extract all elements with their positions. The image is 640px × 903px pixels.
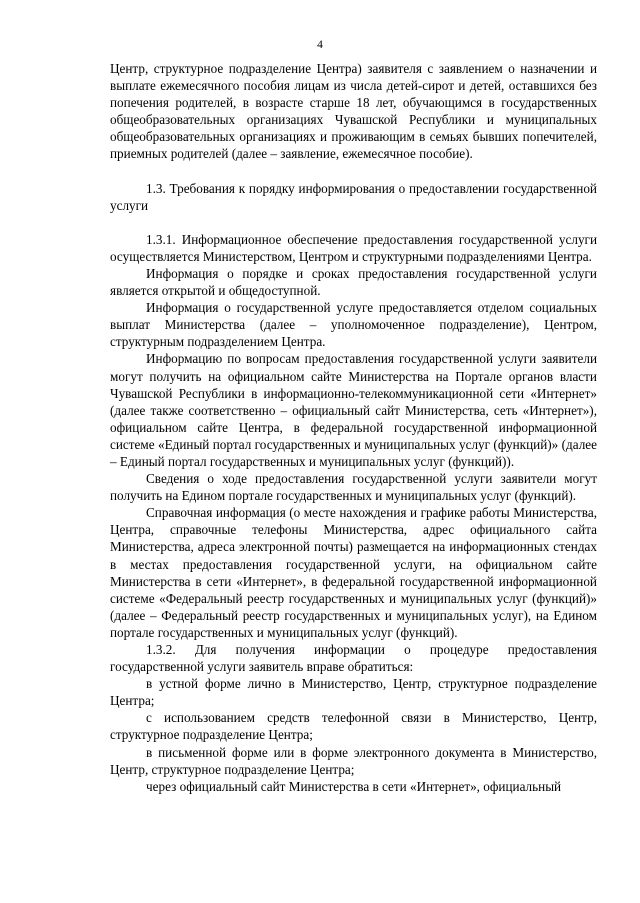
paragraph-open-info: Информация о порядке и сроках предоставления государственной услуги является открытой и общедоступной.: [110, 265, 597, 299]
paragraph-1-3-2: 1.3.2. Для получения информации о процедуре предоставления государственной услуги заявитель вправе обратиться:: [110, 642, 597, 675]
paragraph-info-provider: Информация о государственной услуге предоставляется отделом социальных выплат Министерства (далее – уполномоченное подразделение), Центром, структурным подразделением Центра.: [110, 300, 597, 350]
paragraph-spacer: [110, 163, 597, 180]
list-item-website: через официальный сайт Министерства в сети «Интернет», официальный: [146, 778, 562, 794]
list-item-written: в письменной форме или в форме электронного документа в Министерство, Центр, структурное подразделение Центра;: [110, 744, 597, 777]
paragraph-continuation: Центр, структурное подразделение Центра) заявителя с заявлением о назначении и выплате ежемесячного пособия лицам из числа детей-сирот и детей, оставшихся без попечения родителей, в возрасте старше 18 лет, обучающимся в государственных общеобразовательных организациях Чувашской Республики и муниципальных общеобразовательных организациях и проживающим в семьях бывших попечителей, приемных родителей (далее – заявление, ежемесячное пособие).: [110, 61, 597, 162]
list-item-phone: с использованием средств телефонной связи в Министерство, Центр, структурное подразделение Центра;: [110, 710, 597, 743]
paragraph-online-info: Информацию по вопросам предоставления государственной услуги заявители могут получить на официальном сайте Министерства на Портале органов власти Чувашской Республики в информационно-телекоммуникационной сети «Интернет» (далее также соответственно – официальный сайт Министерства, сеть «Интернет»), официальном сайте Центра, в федеральной государственной информационной системе «Единый портал государственных и муниципальных услуг (функций)» (далее – Единый портал государственных и муниципальных услуг (функций)).: [110, 351, 597, 469]
list-item-in-person: в устной форме лично в Министерство, Центр, структурное подразделение Центра;: [110, 676, 597, 709]
paragraph-reference-info: Справочная информация (о месте нахождения и графике работы Министерства, Центра, справочные телефоны Министерства, адрес официального сайта Министерства, адреса электронной почты) размещается на информационных стендах в местах предоставления государственной услуги, на официальном сайте Министерства в сети «Интернет», в федеральной государственной информационной системе «Федеральный реестр государственных и муниципальных услуг (функций)» (далее – Федеральный реестр государственных и муниципальных услуг), на Едином портале государственных и муниципальных услуг (функций).: [110, 505, 597, 640]
document-body: [110, 60, 597, 795]
paragraph-progress-info: Сведения о ходе предоставления государственной услуги заявители могут получить на Едином портале государственных и муниципальных услуг (функций).: [110, 471, 597, 504]
paragraph-1-3-1: 1.3.1. Информационное обеспечение предоставления государственной услуги осуществляется Министерством, Центром и структурными подразделениями Центра.: [110, 231, 597, 264]
page-number: 4: [317, 39, 323, 51]
section-heading-1-3: 1.3. Требования к порядку информирования о предоставлении государственной услуги: [110, 180, 597, 213]
paragraph-spacer: [110, 214, 597, 231]
